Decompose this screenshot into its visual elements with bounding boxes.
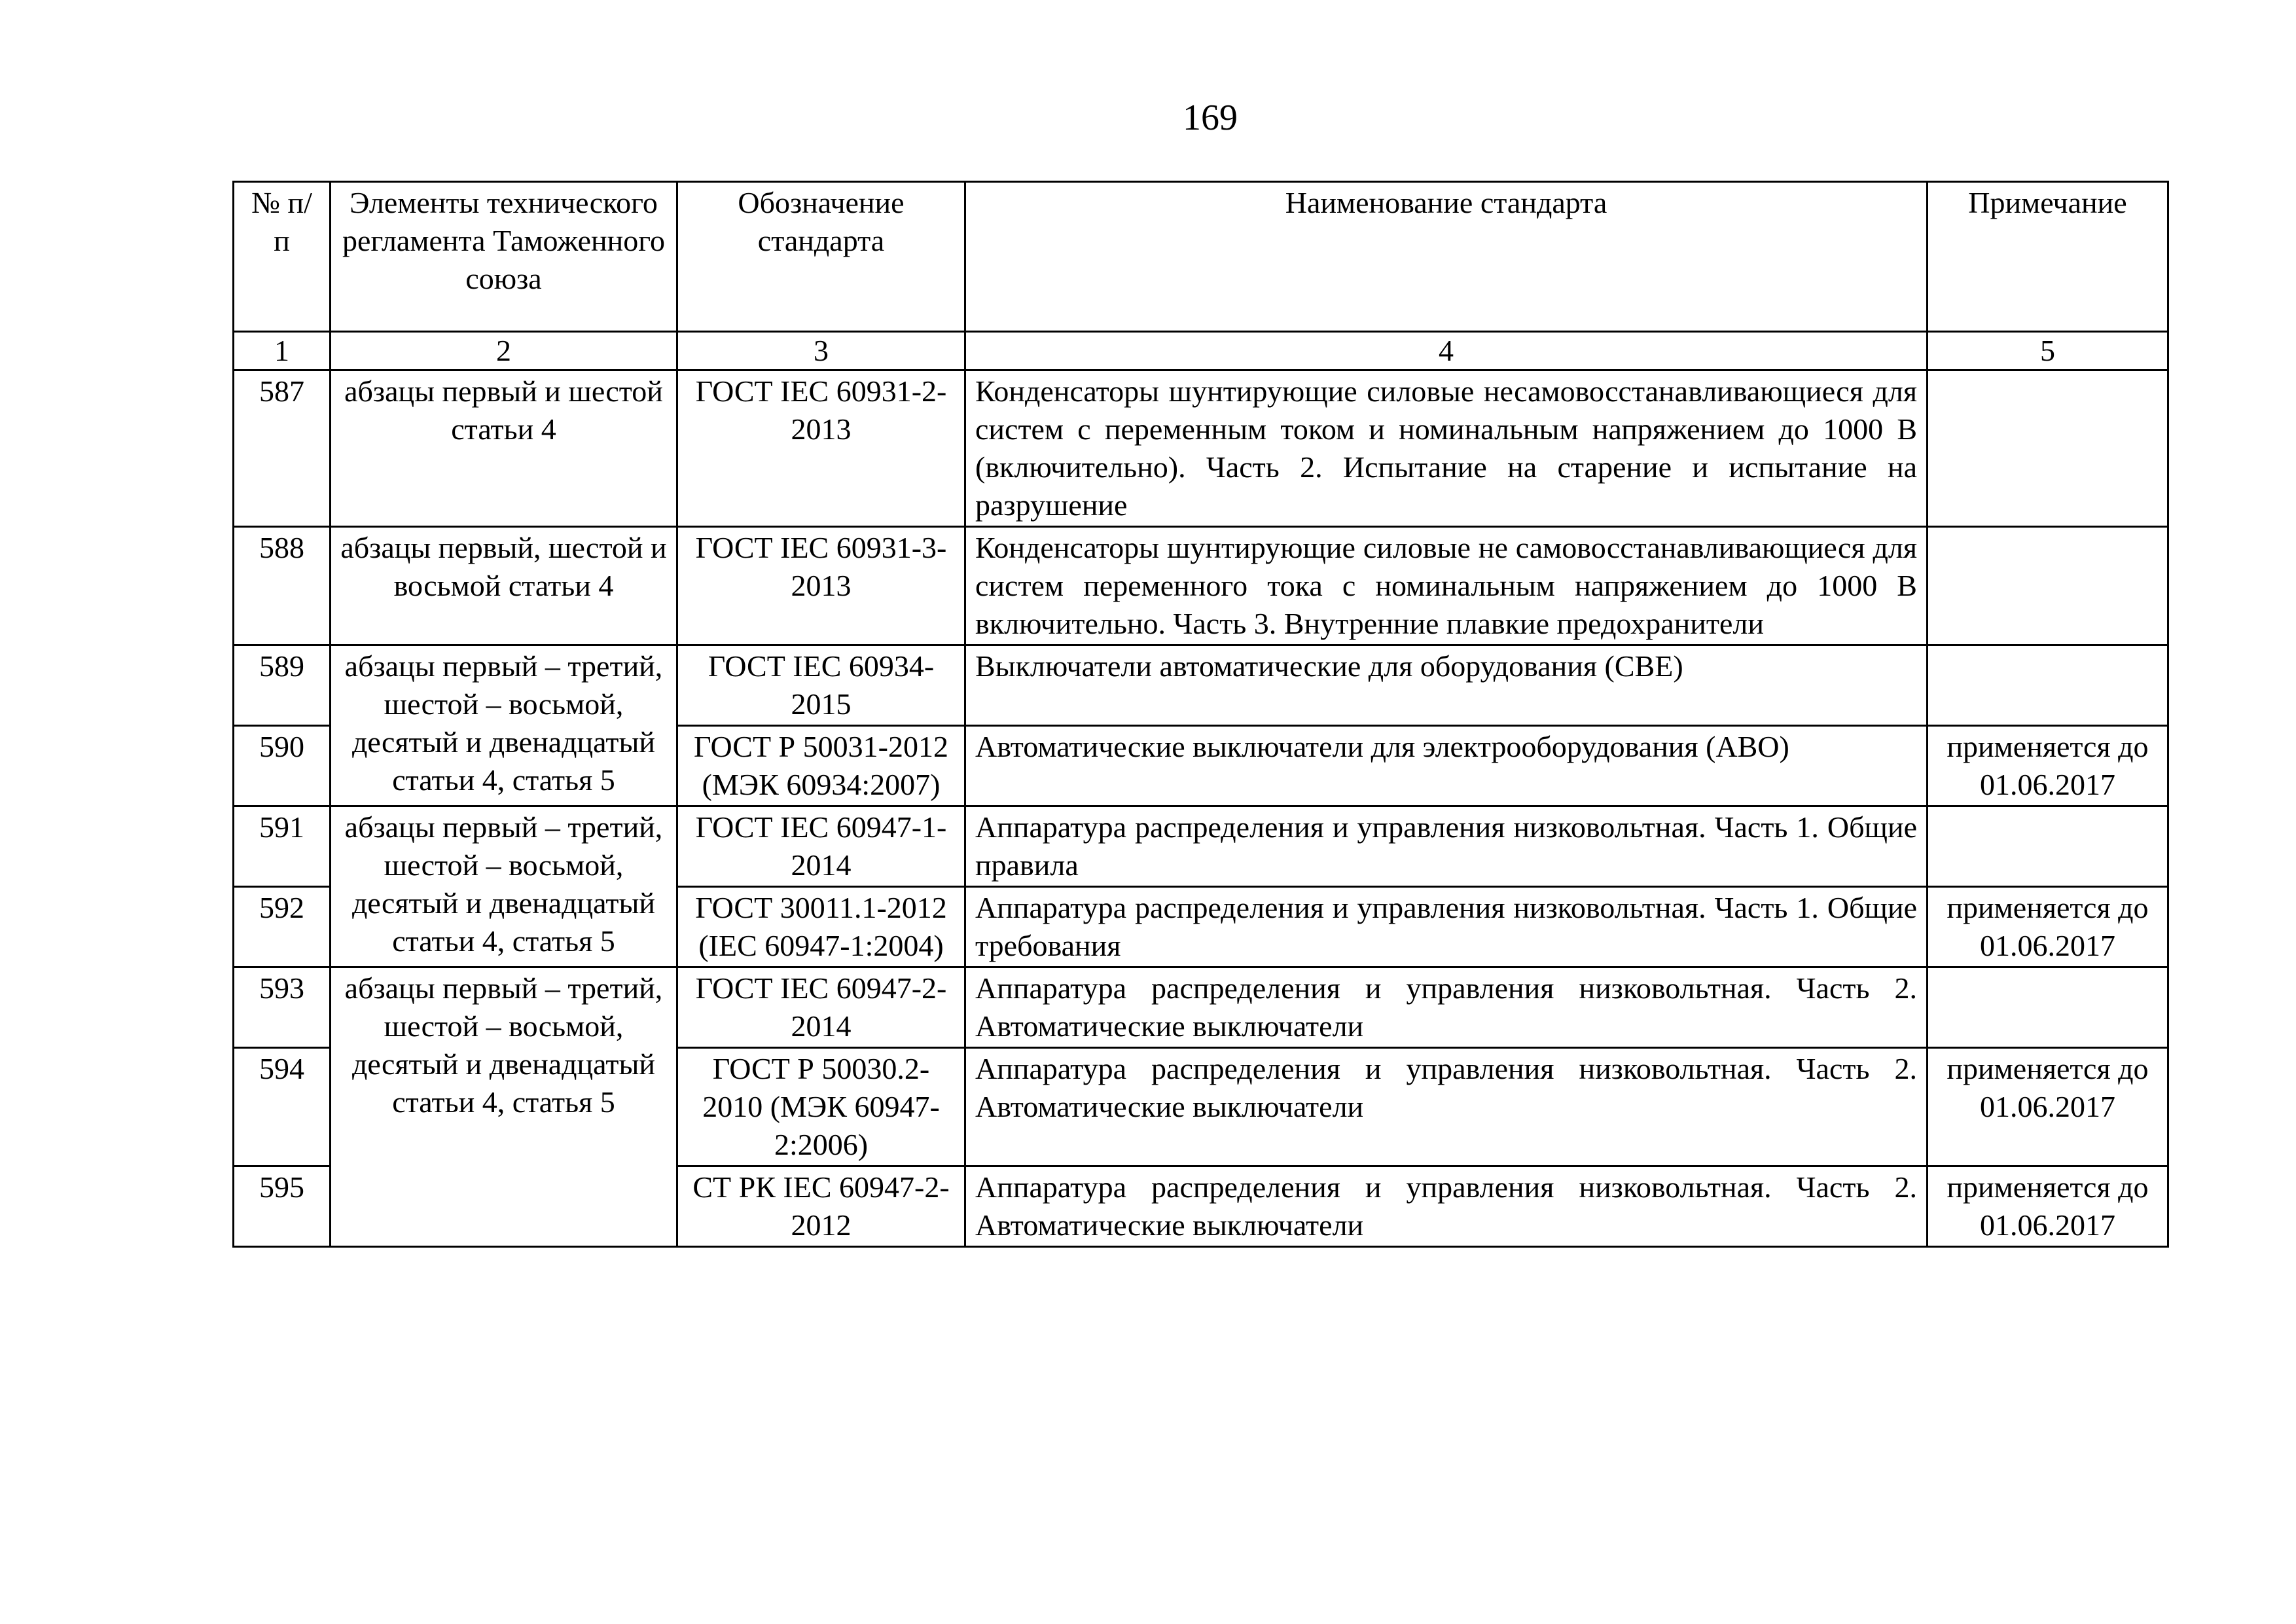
row-standard-name: Конденсаторы шунтирующие силовые не самовосстанавливающиеся для систем переменного тока с номинальным напряжением до 1000 В включительно. Часть 3. Внутренние плавкие предохранители — [965, 527, 1928, 645]
row-number: 591 — [234, 806, 331, 887]
row-number: 593 — [234, 967, 331, 1048]
table-row — [234, 645, 2168, 726]
row-number: 589 — [234, 645, 331, 726]
row-number: 588 — [234, 527, 331, 645]
column-number: 1 — [234, 332, 331, 370]
column-number: 3 — [677, 332, 965, 370]
row-note: применяется до 01.06.2017 — [1928, 887, 2168, 967]
row-note: применяется до 01.06.2017 — [1928, 1166, 2168, 1247]
row-elements: абзацы первый и шестой статьи 4 — [331, 370, 677, 527]
header-elements: Элементы технического регламента Таможенного союза — [331, 182, 677, 332]
row-number: 587 — [234, 370, 331, 527]
row-designation: ГОСТ IEC 60947-2-2014 — [677, 967, 965, 1048]
header-note: Примечание — [1928, 182, 2168, 332]
row-designation: СТ РК IEC 60947-2-2012 — [677, 1166, 965, 1247]
header-name: Наименование стандарта — [965, 182, 1928, 332]
column-number: 5 — [1928, 332, 2168, 370]
row-standard-name: Аппаратура распределения и управления низковольтная. Часть 1. Общие требования — [965, 887, 1928, 967]
column-number: 4 — [965, 332, 1928, 370]
row-number: 594 — [234, 1048, 331, 1166]
row-designation: ГОСТ Р 50031-2012 (МЭК 60934:2007) — [677, 726, 965, 806]
row-standard-name: Аппаратура распределения и управления низковольтная. Часть 2. Автоматические выключатели — [965, 1048, 1928, 1166]
row-designation: ГОСТ IEC 60931-2-2013 — [677, 370, 965, 527]
row-standard-name: Конденсаторы шунтирующие силовые несамовосстанавливающиеся для систем с переменным током и номинальным напряжением до 1000 В (включительно). Часть 2. Испытание на старение и испытание на разрушение — [965, 370, 1928, 527]
row-elements: абзацы первый – третий, шестой – восьмой, десятый и двенадцатый статьи 4, статья 5 — [331, 967, 677, 1247]
row-note — [1928, 527, 2168, 645]
table-row — [234, 806, 2168, 887]
row-designation: ГОСТ IEC 60931-3-2013 — [677, 527, 965, 645]
header-row — [234, 182, 2168, 332]
row-note: применяется до 01.06.2017 — [1928, 726, 2168, 806]
row-number: 595 — [234, 1166, 331, 1247]
row-standard-name: Аппаратура распределения и управления низковольтная. Часть 2. Автоматические выключатели — [965, 967, 1928, 1048]
row-note: применяется до 01.06.2017 — [1928, 1048, 2168, 1166]
standards-table — [232, 181, 2169, 1248]
table-row — [234, 370, 2168, 527]
row-standard-name: Выключатели автоматические для оборудования (CBE) — [965, 645, 1928, 726]
row-standard-name: Автоматические выключатели для электрооборудования (АВО) — [965, 726, 1928, 806]
table-row — [234, 527, 2168, 645]
row-note — [1928, 645, 2168, 726]
table-row — [234, 967, 2168, 1048]
row-designation: ГОСТ 30011.1-2012 (IEC 60947-1:2004) — [677, 887, 965, 967]
row-note — [1928, 967, 2168, 1048]
column-number-row — [234, 332, 2168, 370]
row-number: 590 — [234, 726, 331, 806]
row-designation: ГОСТ IEC 60947-1-2014 — [677, 806, 965, 887]
page-number: 169 — [1183, 98, 1238, 138]
header-designation: Обозначение стандарта — [677, 182, 965, 332]
row-note — [1928, 370, 2168, 527]
header-num: № п/п — [234, 182, 331, 332]
row-note — [1928, 806, 2168, 887]
row-designation: ГОСТ Р 50030.2-2010 (МЭК 60947-2:2006) — [677, 1048, 965, 1166]
row-designation: ГОСТ IEC 60934-2015 — [677, 645, 965, 726]
row-elements: абзацы первый – третий, шестой – восьмой, десятый и двенадцатый статьи 4, статья 5 — [331, 645, 677, 806]
row-elements: абзацы первый – третий, шестой – восьмой, десятый и двенадцатый статьи 4, статья 5 — [331, 806, 677, 967]
row-standard-name: Аппаратура распределения и управления низковольтная. Часть 2. Автоматические выключатели — [965, 1166, 1928, 1247]
row-elements: абзацы первый, шестой и восьмой статьи 4 — [331, 527, 677, 645]
row-number: 592 — [234, 887, 331, 967]
row-standard-name: Аппаратура распределения и управления низковольтная. Часть 1. Общие правила — [965, 806, 1928, 887]
column-number: 2 — [331, 332, 677, 370]
